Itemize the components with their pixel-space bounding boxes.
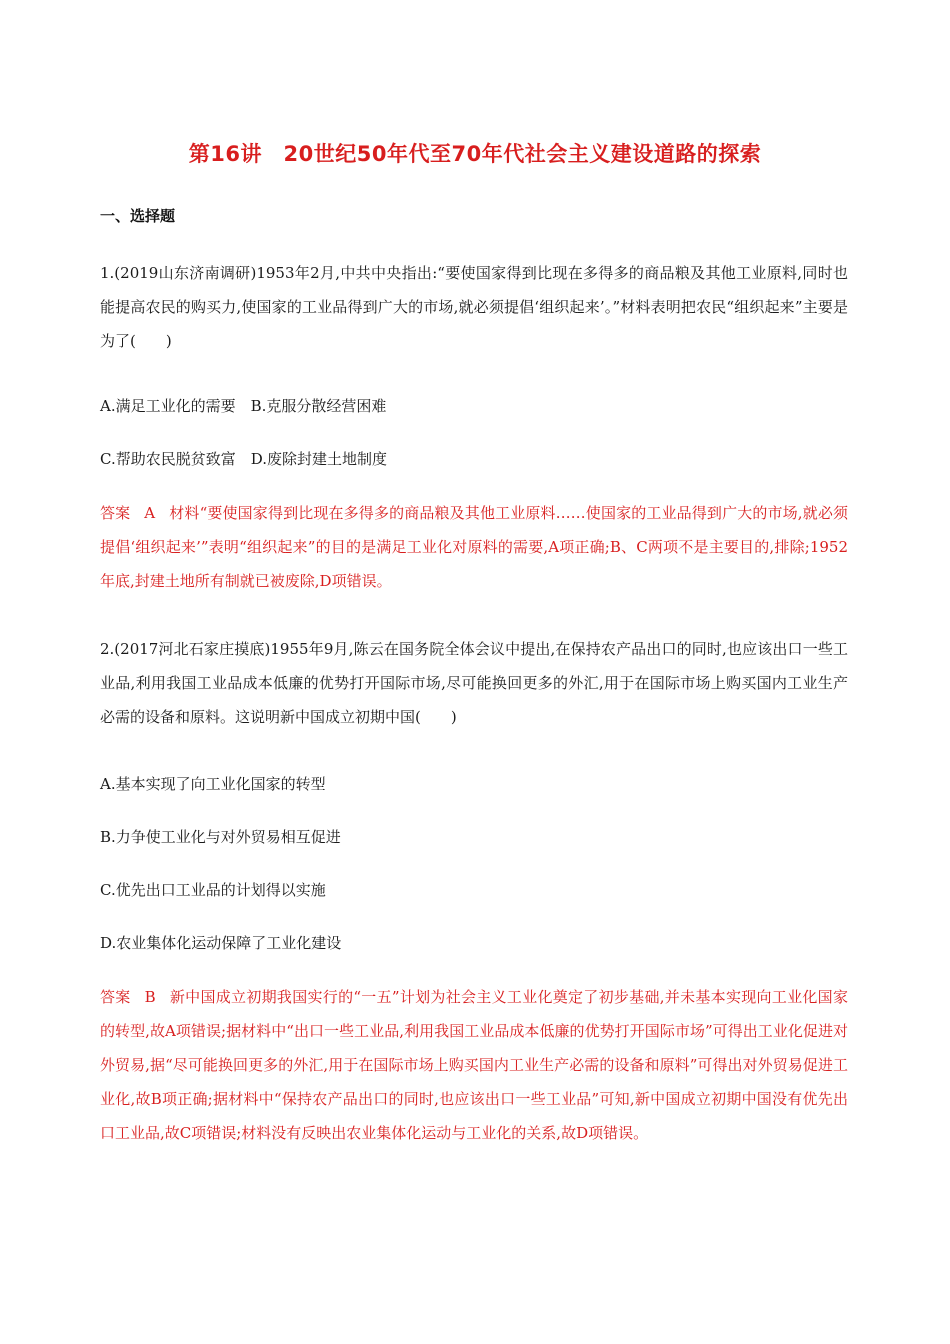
question-1-option-row-1: A.满足工业化的需要 B.克服分散经营困难 (100, 397, 387, 415)
question-2-stem: 2.(2017河北石家庄摸底)1955年9月,陈云在国务院全体会议中提出,在保持农产品出口的同时,也应该出口一些工业品,利用我国工业品成本低廉的优势打开国际市场,尽可能换回更多的外汇,用于在国际市场上购买国内工业生产必需的设备和原料。这说明新中国成立初期中国( ) (100, 640, 848, 726)
section-heading: 一、选择题 (100, 207, 176, 225)
page-title: 第16讲 20世纪50年代至70年代社会主义建设道路的探索 (188, 142, 762, 166)
answer-label: 答案 (100, 988, 131, 1006)
question-2-option-a: A.基本实现了向工业化国家的转型 (100, 775, 326, 793)
answer-label: 答案 (100, 504, 131, 522)
question-1-stem: 1.(2019山东济南调研)1953年2月,中共中央指出:“要使国家得到比现在多得多的商品粮及其他工业原料,同时也能提高农民的购买力,使国家的工业品得到广大的市场,就必须提倡‘组织起来’。”材料表明把农民“组织起来”主要是为了( ) (100, 264, 848, 350)
question-2-option-b: B.力争使工业化与对外贸易相互促进 (100, 828, 341, 846)
question-2-answer (100, 980, 848, 1150)
answer-letter: B (144, 988, 156, 1006)
question-1-option-row-2: C.帮助农民脱贫致富 D.废除封建土地制度 (100, 450, 387, 468)
question-2-option-d: D.农业集体化运动保障了工业化建设 (100, 934, 342, 952)
answer-explanation: 新中国成立初期我国实行的“一五”计划为社会主义工业化奠定了初步基础,并未基本实现向工业化国家的转型,故A项错误;据材料中“出口一些工业品,利用我国工业品成本低廉的优势打开国际市场”可得出工业化促进对外贸易,据“尽可能换回更多的外汇,用于在国际市场上购买国内工业生产必需的设备和原料”可得出对外贸易促进工业化,故B项正确;据材料中“保持农产品出口的同时,也应该出口一些工业品”可知,新中国成立初期中国没有优先出口工业品,故C项错误;材料没有反映出农业集体化运动与工业化的关系,故D项错误。 (100, 988, 848, 1142)
question-1-answer (100, 496, 848, 598)
answer-explanation: 材料“要使国家得到比现在多得多的商品粮及其他工业原料……使国家的工业品得到广大的市场,就必须提倡‘组织起来’”表明“组织起来”的目的是满足工业化对原料的需要,A项正确;B、C两项不是主要目的,排除;1952年底,封建土地所有制就已被废除,D项错误。 (100, 504, 848, 590)
answer-letter: A (144, 504, 156, 522)
question-2-option-c: C.优先出口工业品的计划得以实施 (100, 881, 326, 899)
